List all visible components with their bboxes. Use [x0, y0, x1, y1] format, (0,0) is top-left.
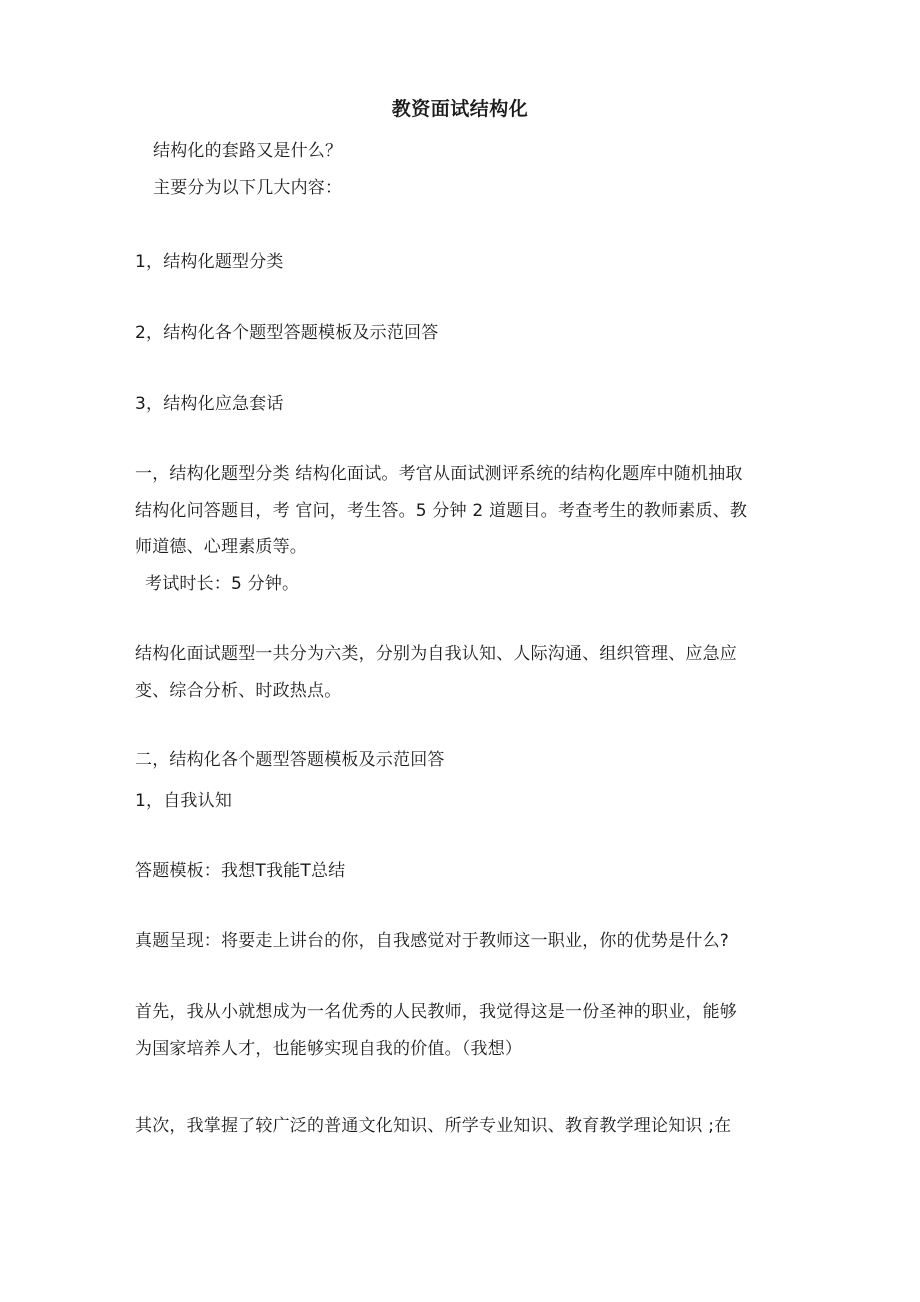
section1-line-1: 一，结构化题型分类 结构化面试。考官从面试测评系统的结构化题库中随机抽取 — [135, 464, 743, 484]
outline-item-3: 3，结构化应急套话 — [135, 394, 284, 414]
real-question: 真题呈现：将要走上讲台的你，自我感觉对于教师这一职业，你的优势是什么? — [135, 931, 730, 951]
section2-heading: 二，结构化各个题型答题模板及示范回答 — [135, 750, 445, 770]
answer-first-line-2: 为国家培养人才，也能够实现自我的价值。（我想） — [135, 1039, 523, 1059]
section1-line-3: 师道德、心理素质等。 — [135, 537, 307, 557]
intro-line-2: 主要分为以下几大内容： — [153, 178, 343, 198]
answer-second-line-1: 其次，我掌握了较广泛的普通文化知识、所学专业知识、教育教学理论知识 ;在 — [135, 1116, 732, 1136]
answer-first-line-1: 首先，我从小就想成为一名优秀的人民教师，我觉得这是一份圣神的职业，能够 — [135, 1002, 737, 1022]
outline-item-2: 2，结构化各个题型答题模板及示范回答 — [135, 323, 439, 343]
section1-line-2: 结构化问答题目，考 官问，考生答。5 分钟 2 道题目。考查考生的教师素质、教 — [135, 501, 748, 521]
exam-duration: 考试时长：5 分钟。 — [145, 574, 300, 594]
subsection-self-awareness: 1，自我认知 — [135, 791, 233, 811]
types-line-1: 结构化面试题型一共分为六类，分别为自我认知、人际沟通、组织管理、应急应 — [135, 644, 737, 664]
document-title: 教资面试结构化 — [391, 98, 529, 120]
answer-template: 答题模板：我想T我能T总结 — [135, 861, 346, 881]
types-line-2: 变、综合分析、时政热点。 — [135, 681, 342, 701]
outline-item-1: 1，结构化题型分类 — [135, 252, 284, 272]
intro-line-1: 结构化的套路又是什么？ — [153, 141, 343, 161]
